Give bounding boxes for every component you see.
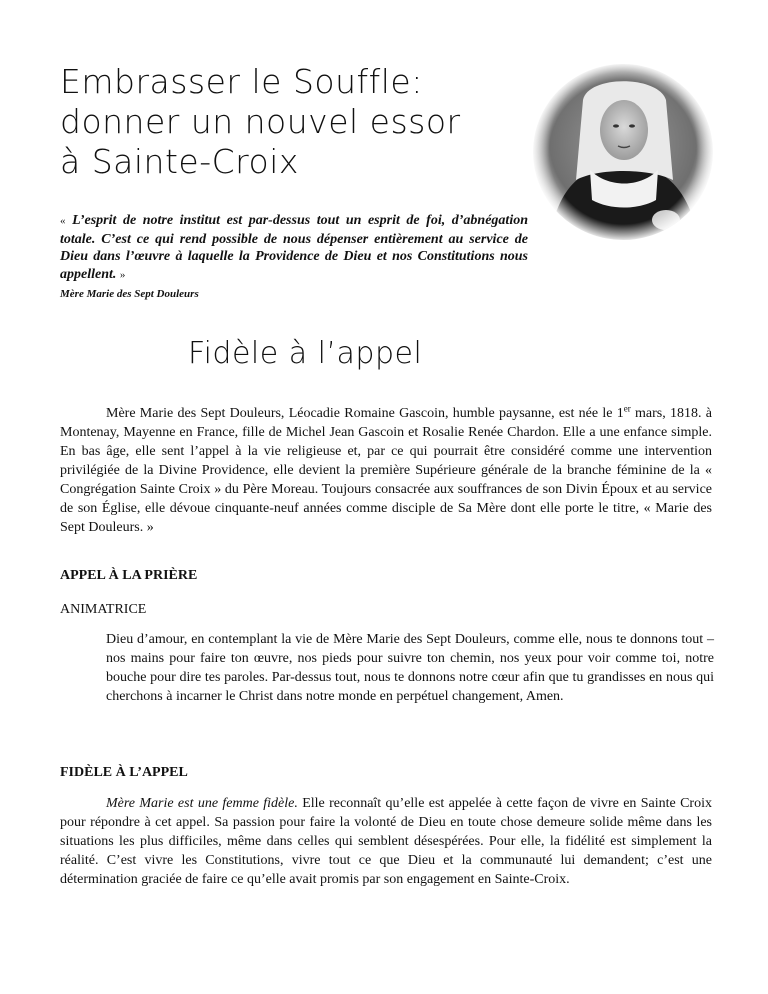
epigraph-quote (60, 212, 528, 284)
document-title (60, 62, 500, 182)
title-line-2: donner un nouvel essor (60, 102, 461, 141)
quote-open-mark: « (60, 215, 66, 227)
ordinal-superscript: er (623, 403, 631, 414)
heading-prayer: APPEL À LA PRIÈRE (60, 568, 198, 583)
section-title: Fidèle à l’appel (188, 336, 423, 371)
prayer-text: Dieu d’amour, en contemplant la vie de Mère Marie des Sept Douleurs, comme elle, nous te donnons tout – nos mains pour faire ton œuvre, nos pieds pour suivre ton chemin, nos yeux pour voir comme toi, notre bouche pour dire tes paroles. Par-dessus tout, nous te donnons notre cœur afin que tu grandisses en nous qui cherchons à incarner le Christ dans notre monde en perpétuel changement, Amen. (106, 632, 714, 704)
quote-text: L’esprit de notre institut est par-dessus tout un esprit de foi, d’abnégation totale. C’est ce qui rend possible de nous dépenser entièrement au service de Dieu dans l’œuvre à laquelle la Providence de Dieu et nos Constitutions nous appellent. (60, 213, 528, 282)
fidelity-lead: Mère Marie est une femme fidèle. (106, 796, 298, 811)
quote-attribution: Mère Marie des Sept Douleurs (60, 288, 199, 300)
heading-fidele: FIDÈLE À L’APPEL (60, 765, 188, 780)
biography-paragraph (60, 404, 712, 537)
label-animatrice: ANIMATRICE (60, 602, 147, 617)
title-line-1: Embrasser le Souffle: (60, 62, 423, 101)
quote-close-mark: » (119, 268, 126, 281)
fidelity-text: Elle reconnaît qu’elle est appelée à cette façon de vivre en Sainte Croix pour répondre à cet appel. Sa passion pour faire la volonté de Dieu en toute chose demeure solide même dans les situations les plus difficiles, même dans celles qui semblent désespérées. Pour elle, la fidélité est simplement la réalité. C’est vivre les Constitutions, vivre tout ce que Dieu et la communauté lui demandent; c’est une détermination graciée de faire ce qu’elle avait promis par son engagement en Sainte-Croix. (60, 796, 712, 887)
portrait-photo (528, 60, 718, 245)
title-line-3: à Sainte-Croix (60, 142, 299, 181)
bio-text-rest: mars, 1818. à Montenay, Mayenne en France, fille de Michel Jean Gascoin et Rosalie Renée Chardon. Elle a une enfance simple. En bas âge, elle sent l’appel à la vie religieuse et, par ce qui pourrait être considéré comme une intervention privilégiée de la Divine Providence, elle devient la première Supérieure générale de la branche féminine de la « Congrégation Sainte Croix » du Père Moreau. Toujours consacrée aux souffrances de son Divin Époux et au service de son Église, elle dévoue cinquante-neuf années comme disciple de Sa Mère dont elle porte le titre, « Marie des Sept Douleurs. » (60, 406, 712, 535)
fidelity-paragraph (60, 794, 712, 889)
bio-text-start: Mère Marie des Sept Douleurs, Léocadie Romaine Gascoin, humble paysanne, est née le 1 (106, 406, 624, 421)
